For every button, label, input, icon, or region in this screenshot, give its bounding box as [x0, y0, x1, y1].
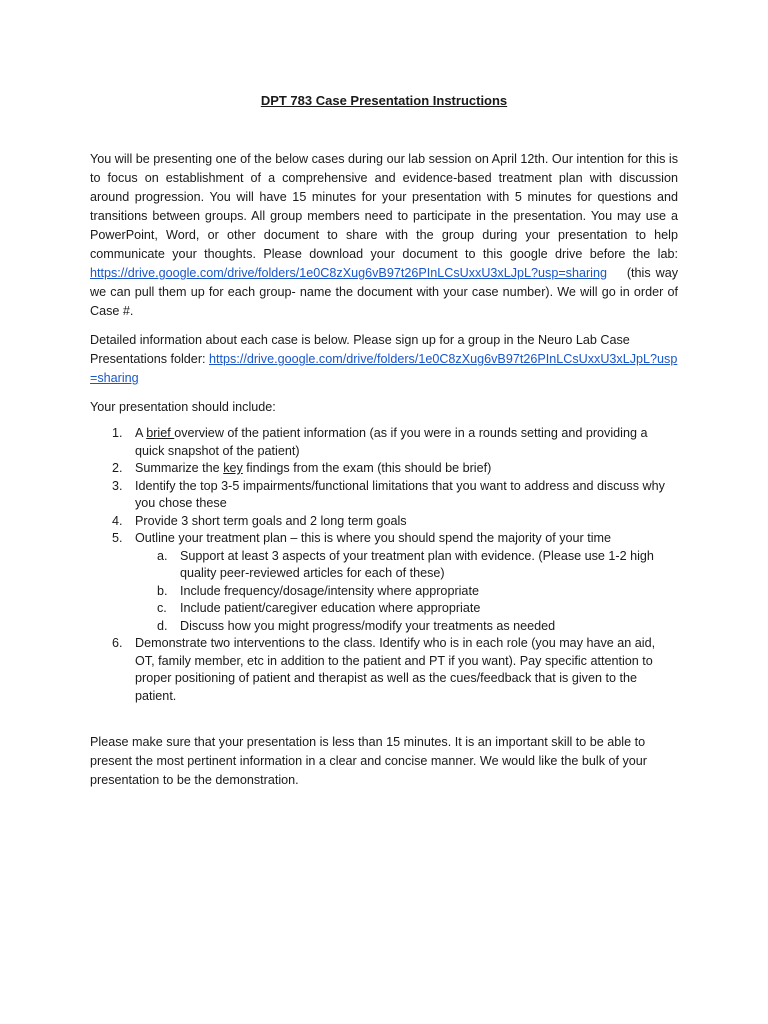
item-text: Provide 3 short term goals and 2 long term goals [135, 513, 407, 528]
list-item [90, 425, 678, 460]
item-text: findings from the exam (this should be brief) [242, 461, 492, 475]
sublist-text: Include frequency/dosage/intensity where appropriate [180, 583, 479, 598]
sublist-item [135, 583, 678, 601]
sublist-letter: c. [157, 601, 167, 615]
item-text: Outline your treatment plan – this is where you should spend the majority of your time [135, 531, 612, 545]
signup-text: Detailed information about each case is below. Please sign up for a group in the Neuro Lab Case Presentations folder: [90, 333, 630, 366]
list-number: 1. [112, 426, 123, 440]
list-number: 4. [112, 513, 123, 528]
intro-text-after-link: (this way we can pull them up for each group- name the document with your case number). We will go in order of Case #. [90, 266, 679, 318]
google-drive-signup-link[interactable]: https://drive.google.com/drive/folders/1e0C8zXug6vB97t26PInLCsUxxU3xLJpL?usp=sharing [90, 352, 678, 385]
list-item [90, 530, 678, 635]
sublist-item [135, 618, 678, 636]
document-body [90, 150, 678, 800]
closing-paragraph: Please make sure that your presentation is less than 15 minutes. It is an important skill to be able to present the most pertinent information in a clear and concise manner. We would like the bulk of your presentation to be the demonstration. [90, 735, 647, 787]
sublist-text: Support at least 3 aspects of your treatment plan with evidence. (Please use 1-2 high quality peer-reviewed articles for each of these) [180, 548, 654, 580]
intro-paragraph [90, 150, 678, 321]
sublist-text: Include patient/caregiver education where appropriate [180, 601, 481, 615]
list-number: 3. [112, 478, 123, 493]
google-drive-upload-link[interactable]: https://drive.google.com/drive/folders/1e0C8zXug6vB97t26PInLCsUxxU3xLJpL?usp=sharing [90, 266, 607, 280]
sublist-letter: a. [157, 548, 168, 563]
list-item [90, 635, 678, 705]
item-text: overview of the patient information (as if you were in a rounds setting and providing a quick snapshot of the patient) [135, 426, 648, 458]
list-item [90, 513, 678, 531]
include-heading: Your presentation should include: [90, 400, 276, 414]
sublist-text: Discuss how you might progress/modify your treatments as needed [180, 618, 556, 633]
list-number: 5. [112, 531, 123, 545]
sublist-item [135, 600, 678, 618]
sublist-letter: b. [157, 583, 168, 598]
item-text: A [135, 426, 147, 440]
list-number: 6. [112, 636, 123, 650]
requirements-list [90, 425, 678, 705]
item-text: Demonstrate two interventions to the class. Identify who is in each role (you may have an aid, OT, family member, etc in addition to the patient and PT if you want). Pay specific attention to proper positioning of patient and therapist as well as the cues/feedback that is given to the patient. [135, 636, 656, 703]
item-text: Identify the top 3-5 impairments/functional limitations that you want to address and discuss why you chose these [135, 478, 665, 510]
item-emphasis: brief [146, 426, 175, 440]
list-item [90, 460, 678, 478]
item-text: Summarize the [135, 461, 224, 475]
treatment-plan-sublist [135, 548, 678, 636]
item-emphasis: key [223, 461, 243, 475]
sublist-item [135, 548, 678, 583]
list-number: 2. [112, 461, 123, 475]
sublist-letter: d. [157, 618, 168, 633]
document-title: DPT 783 Case Presentation Instructions [260, 93, 508, 108]
intro-text: You will be presenting one of the below cases during our lab session on April 12th. Our intention for this is to focus on establishment of a comprehensive and evidence-based treatment plan with discussion around progression. You will have 15 minutes for your presentation with 5 minutes for questions and transitions between groups. All group members need to participate in the presentation. You may use a PowerPoint, Word, or other document to share with the group during your presentation to help communicate your thoughts. Please download your document to this google drive before the lab: [90, 152, 678, 261]
signup-paragraph [90, 331, 678, 388]
list-item [90, 478, 678, 513]
